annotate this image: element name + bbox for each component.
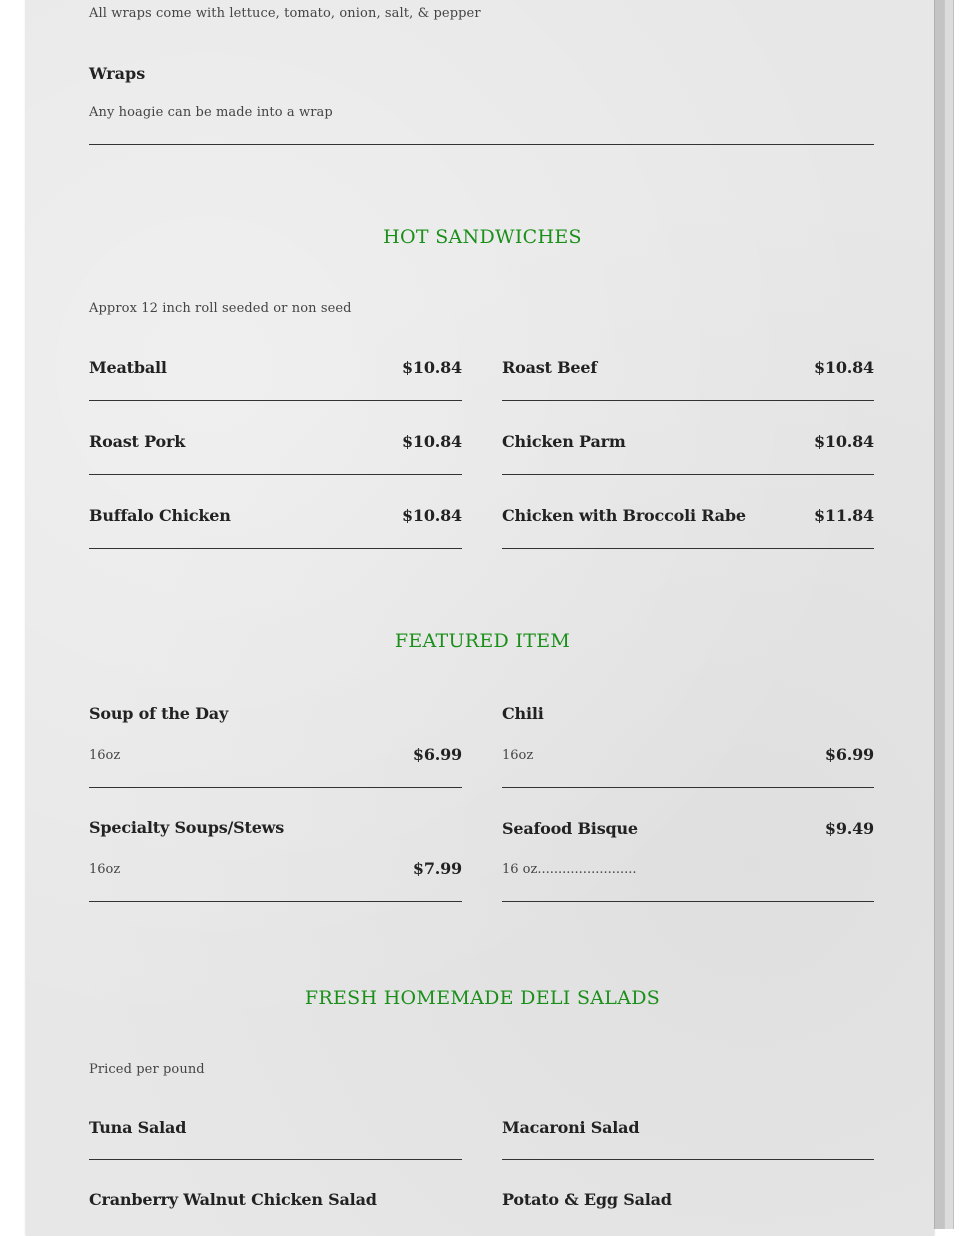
menu-item-price: $9.49 [824,819,874,838]
item-divider [502,548,874,549]
wraps-top-note: All wraps come with lettuce, tomato, onion, salt, & pepper [89,6,481,21]
menu-item-price: $6.99 [412,745,462,764]
menu-item-name[interactable]: Meatball [89,358,167,377]
menu-item-name[interactable]: Cranberry Walnut Chicken Salad [89,1190,377,1209]
item-divider [89,901,462,902]
item-divider [502,787,874,788]
menu-item-name[interactable]: Specialty Soups/Stews [89,818,285,837]
menu-item-note: 16oz [502,748,534,763]
section-title-hot-sandwiches: HOT SANDWICHES [383,226,582,248]
menu-item-name[interactable]: Soup of the Day [89,704,229,723]
menu-item-name[interactable]: Tuna Salad [89,1118,187,1137]
menu-item-price: $10.84 [813,358,874,377]
menu-item-name[interactable]: Potato & Egg Salad [502,1190,672,1209]
menu-paper [26,0,934,1236]
menu-item-price: $7.99 [412,859,462,878]
wraps-title: Wraps [89,64,146,83]
menu-item-note: 16 oz........................ [502,862,637,877]
section-title-deli-salads: FRESH HOMEMADE DELI SALADS [304,987,661,1009]
page-edge-shadow-outer [944,0,954,1229]
deli-salads-note: Priced per pound [89,1062,205,1077]
menu-item-name[interactable]: Buffalo Chicken [89,506,231,525]
item-divider [89,787,462,788]
item-divider [502,400,874,401]
menu-item-name[interactable]: Macaroni Salad [502,1118,640,1137]
section-title-featured-item: FEATURED ITEM [394,630,571,652]
menu-item-price: $10.84 [401,358,462,377]
menu-item-name[interactable]: Chicken Parm [502,432,626,451]
menu-item-name[interactable]: Seafood Bisque [502,819,638,838]
menu-item-price: $6.99 [824,745,874,764]
item-divider [502,901,874,902]
menu-item-name[interactable]: Chili [502,704,544,723]
item-divider [502,474,874,475]
item-divider [89,400,462,401]
item-divider [89,548,462,549]
hot-sandwiches-note: Approx 12 inch roll seeded or non seed [89,301,352,316]
menu-item-name[interactable]: Roast Pork [89,432,186,451]
menu-item-note: 16oz [89,862,121,877]
wraps-note: Any hoagie can be made into a wrap [89,105,333,120]
item-divider [89,474,462,475]
menu-item-name[interactable]: Roast Beef [502,358,598,377]
menu-item-note: 16oz [89,748,121,763]
item-divider [502,1159,874,1160]
menu-item-price: $10.84 [401,432,462,451]
menu-item-name[interactable]: Chicken with Broccoli Rabe [502,506,746,525]
section-divider [89,144,874,145]
menu-item-price: $11.84 [813,506,874,525]
menu-item-price: $10.84 [813,432,874,451]
item-divider [89,1159,462,1160]
menu-item-price: $10.84 [401,506,462,525]
